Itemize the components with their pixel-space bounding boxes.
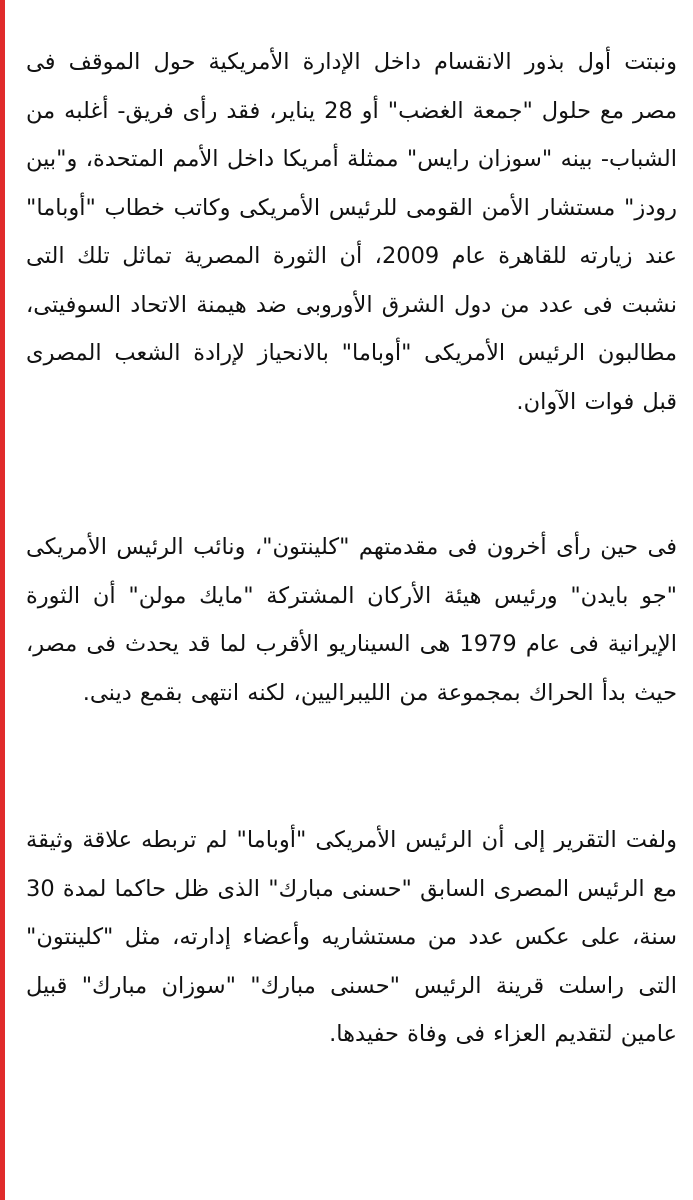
article-body (26, 38, 677, 1059)
article-paragraph: فى حين رأى أخرون فى مقدمتهم "كلينتون"، ونائب الرئيس الأمريكى "جو بايدن" ورئيس هيئة الأركان المشتركة "مايك مولن" أن الثورة الإيرانية فى عام 1979 هى السيناريو الأقرب لما قد يحدث فى مصر، حيث بدأ الحراك بمجموعة من الليبراليين، لكنه انتهى بقمع دينى. (26, 534, 677, 706)
left-accent-bar (0, 0, 5, 1200)
article-paragraph: ونبتت أول بذور الانقسام داخل الإدارة الأمريكية حول الموقف فى مصر مع حلول "جمعة الغضب" أو 28 يناير، فقد رأى فريق- أغلبه من الشباب- بينه "سوزان رايس" ممثلة أمريكا داخل الأمم المتحدة، و"بين رودز" مستشار الأمن القومى للرئيس الأمريكى وكاتب خطاب "أوباما" عند زيارته للقاهرة عام 2009، أن الثورة المصرية تماثل تلك التى نشبت فى عدد من دول الشرق الأوروبى ضد هيمنة الاتحاد السوفيتى، مطالبون الرئيس الأمريكى "أوباما" بالانحياز لإرادة الشعب المصرى قبل فوات الآوان. (26, 49, 678, 415)
article-paragraph: ولفت التقرير إلى أن الرئيس الأمريكى "أوباما" لم تربطه علاقة وثيقة مع الرئيس المصرى السابق "حسنى مبارك" الذى ظل حاكما لمدة 30 سنة، على عكس عدد من مستشاريه وأعضاء إدارته، مثل "كلينتون" التى راسلت قرينة الرئيس "حسنى مبارك" "سوزان مبارك" قبيل عامين لتقديم العزاء فى وفاة حفيدها. (26, 827, 677, 1047)
